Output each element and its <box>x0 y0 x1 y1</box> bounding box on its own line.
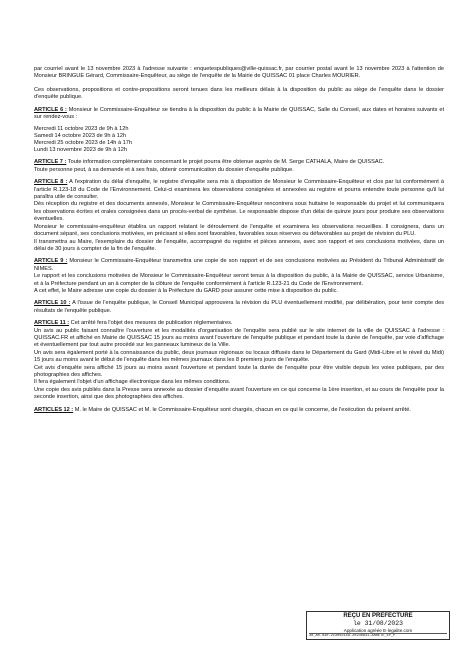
article-paragraph <box>34 320 444 327</box>
article-text: Toute information complémentaire concernant le projet pourra être obtenue auprès de M. Serge CATHALA, Maire de QUISSAC. <box>66 159 385 166</box>
article-text: Monsieur le Commissaire-Enquêteur transmettra une copie de son rapport et de ses conclusions motivées au Président du Tribunal Administratif de NIMES. <box>34 258 445 272</box>
stamp-title: REÇU EN PREFECTURE <box>343 613 413 619</box>
article-heading: ARTICLE 10 : <box>34 300 71 307</box>
article-paragraph <box>34 258 444 273</box>
article-paragraph: Cet avis d'enquête sera affiché 15 jours au moins avant l'ouverture et pendant toute la durée de l'enquête pour être visible depuis les voies publiques, par des photographies des affiches. <box>34 364 444 378</box>
intro-paragraph: Ces observations, propositions et contre-propositions seront tenues dans les meilleurs délais à la disposition du public au siège de l'enquête dans le dossier d'enquête publique. <box>34 86 444 101</box>
article-paragraph <box>34 407 444 414</box>
prefecture-receipt-stamp <box>306 611 450 640</box>
article-paragraph: Dès réception du registre et des documents annexés, Monsieur le Commissaire-Enquêteur rencontrera sous huitaine le responsable du projet et lui communiquera les observations écrites et orales consignées dans un procès-verbal de synthèse. Le responsable dispose d'un délai de quinze jours pour produire ses observations éventuelles. <box>34 201 444 223</box>
schedule-item: Samedi 14 octobre 2023 de 9h à 12h <box>34 133 127 140</box>
stamp-date: le 31/08/2023 <box>353 620 403 627</box>
article-heading: ARTICLE 6 : <box>34 106 67 113</box>
article-paragraph <box>34 159 444 166</box>
article-paragraph <box>34 300 444 315</box>
article-6 <box>34 107 444 155</box>
article-paragraph: Un avis sera également porté à la connaissance du public, deux journaux régionaux ou locaux diffusés dans le Département du Gard (Midi-Libre et le réveil du Midi) 15 jours au moins avant le début de l'enquête dans les mêmes journaux dans les 8 premiers jours de l'enquête. <box>34 349 444 364</box>
article-heading: ARTICLE 7 : <box>34 159 67 166</box>
article-9 <box>34 258 444 295</box>
schedule-item: Mercredi 11 octobre 2023 de 9h à 12h <box>34 126 129 133</box>
article-7 <box>34 159 444 174</box>
article-heading: ARTICLES 12 : <box>34 406 74 413</box>
schedule-item: Mercredi 25 octobre 2023 de 14h à 17h <box>34 140 132 147</box>
article-paragraph: A cet effet, le Maire adresse une copie du dossier à la Préfecture du GARD pour assurer cette mise à disposition du public. <box>34 287 338 294</box>
article-paragraph: Il fera également l'objet d'un affichage électronique dans les mêmes conditions. <box>34 379 231 386</box>
article-paragraph: Toute personne peut, à sa demande et à ses frais, obtenir communication du dossier d'enquête publique. <box>34 166 294 173</box>
article-text: Monsieur le Commissaire-Enquêteur se tiendra à la disposition du public à la Mairie de QUISSAC, Salle du Conseil, aux dates et horaires suivants et sur rendez-vous : <box>34 106 444 121</box>
article-heading: ARTICLE 9 : <box>34 258 68 265</box>
article-paragraph: Il transmettra au Maire, l'exemplaire du dossier de l'enquête, accompagné du registre et pièces annexes, avec son rapport et ses conclusions motivées, dans un délai de 30 jours à compter de la fin de l'enquête. <box>34 238 444 252</box>
schedule-list <box>34 126 444 154</box>
article-11 <box>34 320 444 401</box>
stamp-reference: 30_AR-030-213002159-20230831-ARRETE_EP_P <box>309 633 447 639</box>
stamp-subtitle: Application agréée E-legalite.com <box>343 628 413 633</box>
article-12 <box>34 407 444 414</box>
article-10 <box>34 300 444 315</box>
article-text: A l'expiration du délai d'enquête, le registre d'enquête sera mis à disposition de Monsieur le Commissaire-Enquêteur et clos par lui conformément à l'article R.123-18 du Code de l'Environnement. Celui-ci examinera les observations consignées et annexées au registre et pourra entendre toute personne qu'il lui paraîtra utile de consulter. <box>34 179 444 201</box>
article-text: A l'issue de l'enquête publique, le Conseil Municipal approuvera la révision du PLU éventuellement modifié, par délibération, pour tenir compte des résultats de l'enquête publique. <box>34 300 444 314</box>
article-heading: ARTICLE 8 : <box>34 179 68 186</box>
article-paragraph: Le rapport et les conclusions motivées de Monsieur le Commissaire-Enquêteur seront tenus à la disposition du public, à la Mairie de QUISSAC, service Urbanisme, et à la Préfecture pendant un an à compter de la clôture de l'enquête conformément à l'article R.123-21 du Code de l'Environnement. <box>34 273 444 287</box>
article-heading: ARTICLE 11 : <box>34 320 70 327</box>
article-paragraph: Monsieur le commissaire-enquêteur établira un rapport relatant le déroulement de l'enquête et examinera les observations recueillies. Il consignera, dans un document séparé, ses conclusions motivées, en précisant si elles sont favorables, favorables sous réserves ou défavorables au projet de révision du PLU. <box>34 223 444 238</box>
article-paragraph <box>34 107 444 122</box>
article-text: M. le Maire de QUISSAC et M. le Commissaire-Enquêteur sont chargés, chacun en ce qui le concerne, de l'exécution du présent arrêté. <box>73 406 411 413</box>
document-body <box>34 66 444 414</box>
article-paragraph: Un avis au public faisant connaître l'ouverture et les modalités d'organisation de l'enquête sera publié sur le site internet de la ville de QUISSAC à l'adresse : QUISSAC.FR et affiché en Mairie de QUISSAC 15 jours au moins avant l'ouverture de l'enquête publique et pendant toute la durée de l'enquête, par voie d'affichage et éventuellement par tout autre procédé sur les panneaux lumineux de la Ville. <box>34 327 444 349</box>
article-paragraph: Une copie des avis publiés dans la Presse sera annexée au dossier d'enquête avant l'ouverture en ce qui concerne la 1ère insertion, et au cours de l'enquête pour la seconde insertion, ainsi que des photographies des affiches. <box>34 386 444 401</box>
intro-paragraph: par courriel avant le 13 novembre 2023 à l'adresse suivante : enquetespubliques@ville-quissac.fr, par courrier postal avant le 13 novembre 2023 à l'attention de Monsieur BRINGUE Gérard, Commissaire-Enquêteur, au siège de l'enquête de la Mairie de QUISSAC 01 place Charles MOURIER. <box>34 66 444 80</box>
article-text: Cet arrêté fera l'objet des mesures de publication réglementaires. <box>69 320 233 327</box>
article-paragraph <box>34 179 444 201</box>
schedule-item: Lundi 13 novembre 2023 de 9h à 12h <box>34 147 127 154</box>
article-8 <box>34 179 444 253</box>
